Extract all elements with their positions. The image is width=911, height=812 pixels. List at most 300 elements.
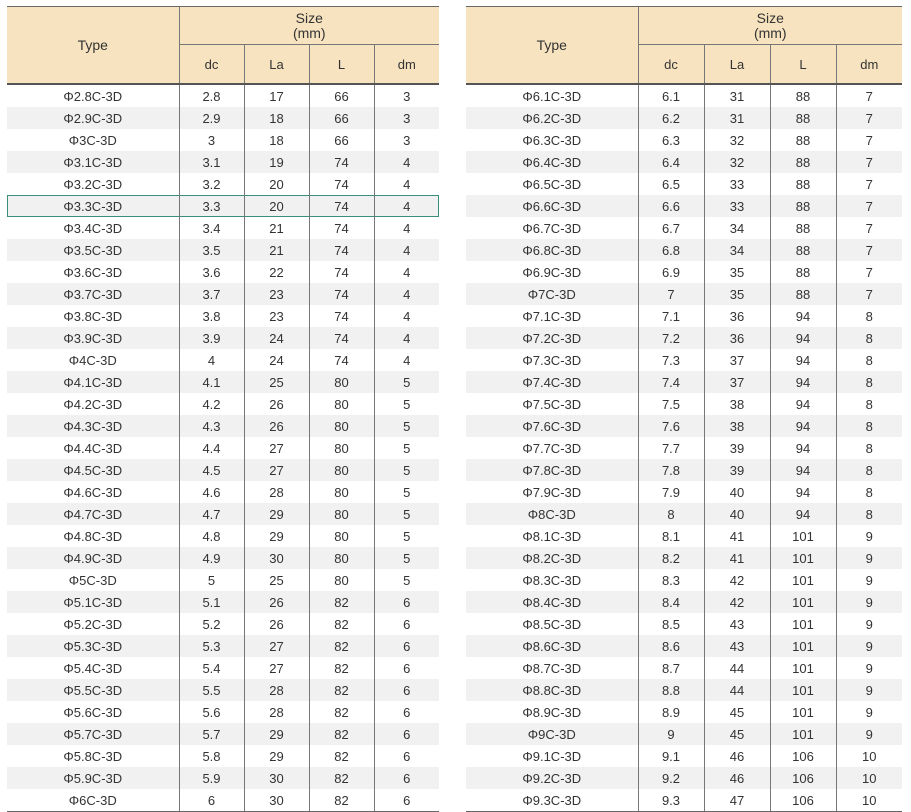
l-cell: 74: [309, 327, 374, 349]
dm-cell: 6: [374, 657, 439, 679]
dc-cell: 7.4: [638, 371, 704, 393]
dc-cell: 9.2: [638, 767, 704, 789]
la-cell: 39: [704, 459, 770, 481]
dc-cell: 7.8: [638, 459, 704, 481]
dm-cell: 7: [836, 107, 902, 129]
l-cell: 88: [770, 129, 836, 151]
dm-cell: 7: [836, 217, 902, 239]
table-row[interactable]: [7, 569, 439, 591]
l-cell: 74: [309, 261, 374, 283]
table-row[interactable]: [7, 657, 439, 679]
dm-cell: 8: [836, 305, 902, 327]
dm-cell: 6: [374, 789, 439, 812]
dc-cell: 3.3: [179, 195, 244, 217]
l-cell: 74: [309, 217, 374, 239]
type-cell: Φ8.8C-3D: [466, 679, 638, 701]
dm-column-header: dm: [374, 45, 439, 85]
dm-cell: 4: [374, 261, 439, 283]
table-row[interactable]: [466, 723, 902, 745]
dm-cell: 7: [836, 195, 902, 217]
table-row[interactable]: [466, 789, 902, 812]
table-row[interactable]: [466, 107, 902, 129]
l-cell: 80: [309, 437, 374, 459]
la-cell: 26: [244, 591, 309, 613]
table-row[interactable]: [466, 305, 902, 327]
type-cell: Φ5.2C-3D: [7, 613, 179, 635]
dm-cell: 9: [836, 679, 902, 701]
type-cell: Φ8.2C-3D: [466, 547, 638, 569]
dc-cell: 6.2: [638, 107, 704, 129]
la-cell: 37: [704, 349, 770, 371]
table-row[interactable]: [7, 701, 439, 723]
dc-cell: 8.5: [638, 613, 704, 635]
left-table-body: [7, 84, 439, 812]
la-cell: 27: [244, 635, 309, 657]
table-row[interactable]: [7, 437, 439, 459]
la-cell: 29: [244, 745, 309, 767]
table-row[interactable]: [466, 129, 902, 151]
l-cell: 94: [770, 393, 836, 415]
la-cell: 32: [704, 129, 770, 151]
table-row[interactable]: [7, 239, 439, 261]
type-cell: Φ3.4C-3D: [7, 217, 179, 239]
table-row[interactable]: [7, 547, 439, 569]
dm-cell: 9: [836, 635, 902, 657]
type-cell: Φ7.9C-3D: [466, 481, 638, 503]
la-cell: 40: [704, 503, 770, 525]
type-cell: Φ3C-3D: [7, 129, 179, 151]
l-column-header: L: [309, 45, 374, 85]
la-cell: 25: [244, 569, 309, 591]
type-cell: Φ4.6C-3D: [7, 481, 179, 503]
dc-cell: 8: [638, 503, 704, 525]
l-cell: 80: [309, 503, 374, 525]
l-cell: 80: [309, 393, 374, 415]
l-cell: 80: [309, 547, 374, 569]
la-cell: 41: [704, 525, 770, 547]
dc-cell: 5.9: [179, 767, 244, 789]
type-cell: Φ8.3C-3D: [466, 569, 638, 591]
table-row[interactable]: [466, 371, 902, 393]
l-cell: 101: [770, 657, 836, 679]
table-row[interactable]: [466, 701, 902, 723]
l-cell: 94: [770, 503, 836, 525]
dm-cell: 5: [374, 371, 439, 393]
l-cell: 88: [770, 261, 836, 283]
dm-cell: 7: [836, 129, 902, 151]
table-row[interactable]: [466, 569, 902, 591]
dc-cell: 6: [179, 789, 244, 812]
type-cell: Φ3.8C-3D: [7, 305, 179, 327]
table-row[interactable]: [7, 151, 439, 173]
l-cell: 101: [770, 613, 836, 635]
type-cell: Φ5.3C-3D: [7, 635, 179, 657]
la-cell: 34: [704, 239, 770, 261]
table-row[interactable]: [7, 613, 439, 635]
table-row[interactable]: [466, 437, 902, 459]
l-cell: 74: [309, 283, 374, 305]
size-column-header: [638, 7, 902, 45]
dm-cell: 8: [836, 481, 902, 503]
dc-cell: 3.6: [179, 261, 244, 283]
type-cell: Φ6.6C-3D: [466, 195, 638, 217]
size-column-header: [179, 7, 439, 45]
l-cell: 88: [770, 84, 836, 107]
l-cell: 94: [770, 437, 836, 459]
type-cell: Φ3.9C-3D: [7, 327, 179, 349]
table-row[interactable]: [7, 481, 439, 503]
l-cell: 106: [770, 745, 836, 767]
dc-cell: 4.5: [179, 459, 244, 481]
dm-cell: 6: [374, 745, 439, 767]
dc-cell: 5.2: [179, 613, 244, 635]
la-cell: 22: [244, 261, 309, 283]
table-row[interactable]: [7, 217, 439, 239]
table-row[interactable]: [466, 239, 902, 261]
table-row[interactable]: [466, 481, 902, 503]
dm-cell: 8: [836, 349, 902, 371]
table-row[interactable]: [466, 459, 902, 481]
dc-cell: 3.2: [179, 173, 244, 195]
table-row[interactable]: [466, 679, 902, 701]
table-row[interactable]: [7, 107, 439, 129]
dc-cell: 3.8: [179, 305, 244, 327]
la-cell: 28: [244, 679, 309, 701]
la-cell: 33: [704, 195, 770, 217]
table-row[interactable]: [7, 129, 439, 151]
table-row[interactable]: [7, 723, 439, 745]
dc-cell: 9.1: [638, 745, 704, 767]
table-row[interactable]: [466, 151, 902, 173]
table-row[interactable]: [7, 305, 439, 327]
la-cell: 17: [244, 84, 309, 107]
table-row[interactable]: [466, 635, 902, 657]
l-cell: 82: [309, 613, 374, 635]
la-column-header: La: [704, 45, 770, 85]
table-row[interactable]: [7, 679, 439, 701]
l-cell: 80: [309, 415, 374, 437]
table-row[interactable]: [466, 84, 902, 107]
la-cell: 27: [244, 657, 309, 679]
dc-cell: 6.6: [638, 195, 704, 217]
la-cell: 19: [244, 151, 309, 173]
l-cell: 88: [770, 239, 836, 261]
table-row[interactable]: [7, 349, 439, 371]
dm-cell: 5: [374, 503, 439, 525]
dm-cell: 9: [836, 657, 902, 679]
la-cell: 30: [244, 547, 309, 569]
l-cell: 82: [309, 591, 374, 613]
dm-cell: 4: [374, 151, 439, 173]
dm-cell: 4: [374, 305, 439, 327]
table-row[interactable]: [7, 459, 439, 481]
l-cell: 94: [770, 305, 836, 327]
l-cell: 88: [770, 283, 836, 305]
dc-cell: 8.3: [638, 569, 704, 591]
right-table-header: [466, 7, 902, 85]
la-cell: 39: [704, 437, 770, 459]
table-row[interactable]: [7, 173, 439, 195]
table-row[interactable]: [466, 767, 902, 789]
l-cell: 80: [309, 569, 374, 591]
table-row[interactable]: [466, 261, 902, 283]
dc-cell: 8.6: [638, 635, 704, 657]
type-cell: Φ4.9C-3D: [7, 547, 179, 569]
size-unit: (mm): [292, 24, 326, 41]
dc-cell: 4.3: [179, 415, 244, 437]
dm-column-header: dm: [836, 45, 902, 85]
l-cell: 101: [770, 679, 836, 701]
la-cell: 45: [704, 723, 770, 745]
l-cell: 101: [770, 723, 836, 745]
table-row[interactable]: [7, 503, 439, 525]
l-cell: 94: [770, 415, 836, 437]
dc-cell: 4.6: [179, 481, 244, 503]
dc-cell: 7.7: [638, 437, 704, 459]
table-row[interactable]: [7, 393, 439, 415]
l-cell: 80: [309, 371, 374, 393]
la-cell: 38: [704, 393, 770, 415]
dm-cell: 8: [836, 437, 902, 459]
dc-cell: 5.6: [179, 701, 244, 723]
type-cell: Φ7.1C-3D: [466, 305, 638, 327]
table-row[interactable]: [7, 525, 439, 547]
dm-cell: 9: [836, 547, 902, 569]
table-row[interactable]: [466, 173, 902, 195]
la-cell: 38: [704, 415, 770, 437]
la-cell: 46: [704, 745, 770, 767]
size-label: Size: [756, 9, 784, 26]
type-cell: Φ3.2C-3D: [7, 173, 179, 195]
table-row[interactable]: [7, 261, 439, 283]
dc-cell: 4.8: [179, 525, 244, 547]
type-cell: Φ6.9C-3D: [466, 261, 638, 283]
dm-cell: 10: [836, 789, 902, 812]
la-cell: 20: [244, 195, 309, 217]
dc-cell: 3.9: [179, 327, 244, 349]
dc-cell: 9: [638, 723, 704, 745]
type-cell: Φ8.6C-3D: [466, 635, 638, 657]
l-cell: 74: [309, 305, 374, 327]
type-cell: Φ9.3C-3D: [466, 789, 638, 812]
table-row[interactable]: [7, 789, 439, 812]
dm-cell: 6: [374, 701, 439, 723]
dm-cell: 4: [374, 173, 439, 195]
type-cell: Φ6.3C-3D: [466, 129, 638, 151]
type-cell: Φ3.7C-3D: [7, 283, 179, 305]
la-cell: 45: [704, 701, 770, 723]
la-column-header: La: [244, 45, 309, 85]
table-row[interactable]: [466, 657, 902, 679]
dm-cell: 5: [374, 459, 439, 481]
table-row[interactable]: [466, 217, 902, 239]
dm-cell: 4: [374, 327, 439, 349]
table-row[interactable]: [7, 195, 439, 217]
dm-cell: 4: [374, 349, 439, 371]
table-row[interactable]: [466, 327, 902, 349]
dm-cell: 3: [374, 129, 439, 151]
table-row[interactable]: [466, 503, 902, 525]
dc-cell: 4.9: [179, 547, 244, 569]
dm-cell: 4: [374, 283, 439, 305]
dc-cell: 3.4: [179, 217, 244, 239]
table-row[interactable]: [7, 591, 439, 613]
la-cell: 24: [244, 349, 309, 371]
type-cell: Φ5.6C-3D: [7, 701, 179, 723]
l-cell: 74: [309, 349, 374, 371]
dm-cell: 7: [836, 283, 902, 305]
dc-cell: 8.9: [638, 701, 704, 723]
table-row[interactable]: [466, 283, 902, 305]
l-cell: 101: [770, 525, 836, 547]
dm-cell: 4: [374, 217, 439, 239]
dc-cell: 2.9: [179, 107, 244, 129]
type-cell: Φ7.4C-3D: [466, 371, 638, 393]
table-row[interactable]: [466, 415, 902, 437]
dm-cell: 9: [836, 723, 902, 745]
type-cell: Φ8C-3D: [466, 503, 638, 525]
dm-cell: 3: [374, 84, 439, 107]
dc-cell: 8.1: [638, 525, 704, 547]
la-cell: 31: [704, 107, 770, 129]
dm-cell: 6: [374, 635, 439, 657]
la-cell: 40: [704, 481, 770, 503]
dm-cell: 5: [374, 481, 439, 503]
l-cell: 74: [309, 239, 374, 261]
dm-cell: 4: [374, 195, 439, 217]
dc-cell: 4.7: [179, 503, 244, 525]
type-cell: Φ4.3C-3D: [7, 415, 179, 437]
la-cell: 44: [704, 657, 770, 679]
dc-column-header: dc: [179, 45, 244, 85]
l-column-header: L: [770, 45, 836, 85]
dc-cell: 7.2: [638, 327, 704, 349]
l-cell: 66: [309, 107, 374, 129]
table-row[interactable]: [7, 415, 439, 437]
type-cell: Φ2.8C-3D: [7, 84, 179, 107]
table-row[interactable]: [466, 547, 902, 569]
dc-cell: 2.8: [179, 84, 244, 107]
dm-cell: 7: [836, 173, 902, 195]
l-cell: 66: [309, 84, 374, 107]
type-cell: Φ5.7C-3D: [7, 723, 179, 745]
type-cell: Φ6.4C-3D: [466, 151, 638, 173]
l-cell: 82: [309, 701, 374, 723]
dc-cell: 7.9: [638, 481, 704, 503]
la-cell: 47: [704, 789, 770, 812]
dm-cell: 6: [374, 613, 439, 635]
l-cell: 82: [309, 723, 374, 745]
l-cell: 101: [770, 591, 836, 613]
la-cell: 35: [704, 261, 770, 283]
dm-cell: 8: [836, 415, 902, 437]
table-row[interactable]: [466, 195, 902, 217]
table-row[interactable]: [466, 591, 902, 613]
type-cell: Φ5.4C-3D: [7, 657, 179, 679]
dc-cell: 7: [638, 283, 704, 305]
la-cell: 26: [244, 613, 309, 635]
type-cell: Φ7.2C-3D: [466, 327, 638, 349]
la-cell: 23: [244, 305, 309, 327]
dm-cell: 8: [836, 503, 902, 525]
dm-cell: 8: [836, 327, 902, 349]
la-cell: 41: [704, 547, 770, 569]
type-cell: Φ2.9C-3D: [7, 107, 179, 129]
dm-cell: 5: [374, 569, 439, 591]
table-row[interactable]: [466, 393, 902, 415]
dc-cell: 7.5: [638, 393, 704, 415]
dm-cell: 6: [374, 723, 439, 745]
dm-cell: 7: [836, 261, 902, 283]
type-cell: Φ5.1C-3D: [7, 591, 179, 613]
table-row[interactable]: [466, 613, 902, 635]
table-row[interactable]: [7, 371, 439, 393]
size-unit: (mm): [753, 24, 787, 41]
dm-cell: 9: [836, 591, 902, 613]
type-cell: Φ9.1C-3D: [466, 745, 638, 767]
la-cell: 46: [704, 767, 770, 789]
table-row[interactable]: [7, 327, 439, 349]
dm-cell: 6: [374, 591, 439, 613]
dc-cell: 4.4: [179, 437, 244, 459]
type-cell: Φ4C-3D: [7, 349, 179, 371]
la-cell: 29: [244, 503, 309, 525]
l-cell: 82: [309, 745, 374, 767]
type-cell: Φ4.5C-3D: [7, 459, 179, 481]
type-cell: Φ8.4C-3D: [466, 591, 638, 613]
type-cell: Φ6.7C-3D: [466, 217, 638, 239]
dm-cell: 9: [836, 613, 902, 635]
type-cell: Φ6.1C-3D: [466, 84, 638, 107]
dm-cell: 10: [836, 745, 902, 767]
dm-cell: 7: [836, 84, 902, 107]
table-row[interactable]: [7, 767, 439, 789]
l-cell: 106: [770, 767, 836, 789]
table-row[interactable]: [466, 525, 902, 547]
table-row[interactable]: [7, 84, 439, 107]
table-row[interactable]: [7, 635, 439, 657]
table-row[interactable]: [7, 745, 439, 767]
table-row[interactable]: [7, 283, 439, 305]
la-cell: 25: [244, 371, 309, 393]
dm-cell: 8: [836, 459, 902, 481]
l-cell: 82: [309, 657, 374, 679]
dc-cell: 6.4: [638, 151, 704, 173]
dc-cell: 4.1: [179, 371, 244, 393]
l-cell: 74: [309, 195, 374, 217]
type-cell: Φ8.7C-3D: [466, 657, 638, 679]
type-cell: Φ7.7C-3D: [466, 437, 638, 459]
type-cell: Φ5C-3D: [7, 569, 179, 591]
type-cell: Φ4.8C-3D: [7, 525, 179, 547]
table-row[interactable]: [466, 745, 902, 767]
dm-cell: 10: [836, 767, 902, 789]
dc-cell: 6.8: [638, 239, 704, 261]
dm-cell: 5: [374, 415, 439, 437]
la-cell: 33: [704, 173, 770, 195]
l-cell: 101: [770, 569, 836, 591]
dc-cell: 5.4: [179, 657, 244, 679]
la-cell: 43: [704, 613, 770, 635]
l-cell: 101: [770, 635, 836, 657]
la-cell: 32: [704, 151, 770, 173]
dc-cell: 6.1: [638, 84, 704, 107]
table-row[interactable]: [466, 349, 902, 371]
type-cell: Φ7.5C-3D: [466, 393, 638, 415]
la-cell: 44: [704, 679, 770, 701]
la-cell: 31: [704, 84, 770, 107]
l-cell: 80: [309, 459, 374, 481]
